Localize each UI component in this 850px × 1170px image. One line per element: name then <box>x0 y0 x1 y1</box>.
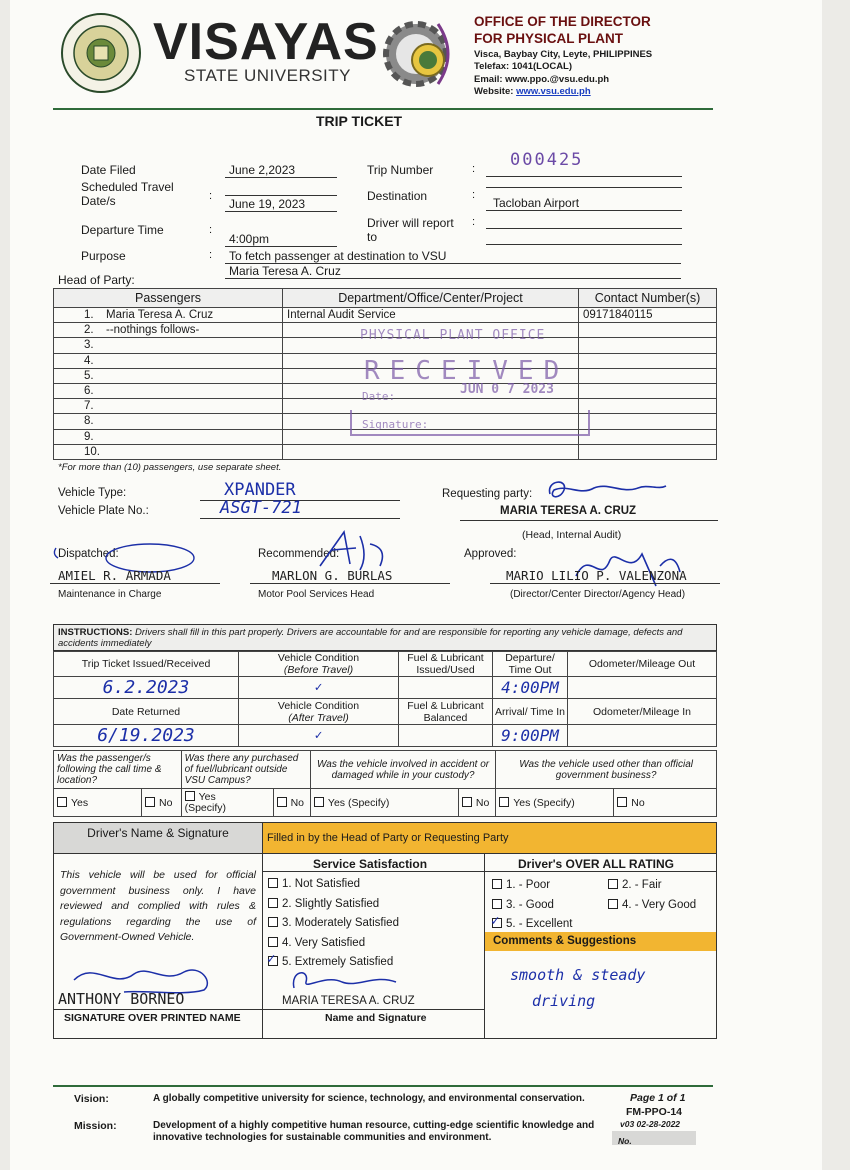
office-address: Visca, Baybay City, Leyte, PHILIPPINES <box>474 49 653 60</box>
service-label: 1. Not Satisfied <box>282 878 360 890</box>
university-subtitle: STATE UNIVERSITY <box>184 66 352 85</box>
passenger-name-cell <box>54 323 283 338</box>
scheduled-colon: : <box>209 190 213 202</box>
head-party-sig-line <box>262 1009 484 1010</box>
odometer-out-label: Odometer/Mileage Out <box>568 652 717 677</box>
q3-no-checkbox[interactable] <box>462 797 472 807</box>
q3-yes[interactable] <box>310 789 458 817</box>
service-checkbox[interactable] <box>268 937 278 947</box>
rating-1[interactable] <box>492 879 550 891</box>
q4-no[interactable] <box>614 789 717 817</box>
head-party-name: MARIA TERESA A. CRUZ <box>282 995 415 1007</box>
passenger-no: 8. <box>84 415 94 428</box>
q2-yes[interactable] <box>181 789 273 817</box>
passenger-contact: 09171840115 <box>579 308 717 323</box>
approved-role: (Director/Center Director/Agency Head) <box>510 589 686 600</box>
passenger-name-cell <box>54 399 283 414</box>
cond-before-sub: (Before Travel) <box>283 664 354 676</box>
trip-number-underline2 <box>486 187 682 188</box>
question-4: Was the vehicle used other than official government business? <box>496 751 717 789</box>
trip-number-label: Trip Number <box>367 163 434 177</box>
fuel-issued-value <box>399 677 493 699</box>
q1-no-label: No <box>159 796 173 809</box>
rating-title: Driver's OVER ALL RATING <box>518 857 674 871</box>
passenger-no: 1. <box>84 309 94 322</box>
q3-no[interactable] <box>458 789 495 817</box>
stamp-date: JUN 0 7 2023 <box>460 382 554 397</box>
departure-time-label: Departure/ Time Out <box>493 652 568 677</box>
q2-yes-checkbox[interactable] <box>185 791 195 801</box>
rating-1-label: 1. - Poor <box>506 879 551 891</box>
passenger-no: 10. <box>84 445 100 458</box>
passenger-no: 7. <box>84 400 94 413</box>
instructions-body: Drivers shall fill in this part properly. Drivers are accountable for and are responsible for reporting any vehicle damage, defects and accidents immediately <box>58 627 683 649</box>
q4-yes[interactable] <box>496 789 614 817</box>
passenger-contact <box>579 444 717 459</box>
service-label: 3. Moderately Satisfied <box>282 917 399 929</box>
approved-underline <box>490 583 720 584</box>
head-party-caption: Name and Signature <box>325 1012 427 1024</box>
departure-label: Departure Time <box>81 223 164 237</box>
service-option[interactable] <box>268 898 478 918</box>
trip-number-colon: : <box>472 163 476 175</box>
passenger-contact <box>579 353 717 368</box>
cond-after-check-cell <box>239 725 399 747</box>
recommended-label: Recommended: <box>258 548 340 560</box>
passenger-contact <box>579 414 717 429</box>
comments-title: Comments & Suggestions <box>485 932 716 951</box>
office-title-line2: FOR PHYSICAL PLANT <box>474 31 624 46</box>
stamp-line2: RECEIVED <box>364 356 570 386</box>
time-in-value: 9:00PM <box>501 726 559 745</box>
instructions-label: INSTRUCTIONS: <box>58 627 133 638</box>
requesting-underline <box>460 520 718 521</box>
driver-header: Driver's Name & Signature <box>54 823 262 853</box>
driver-report-label: Driver will report to <box>367 216 454 244</box>
rating-4[interactable] <box>608 899 696 911</box>
returned-value <box>54 725 239 747</box>
driver-report-underline2 <box>486 244 682 245</box>
cond-after-label: Vehicle Condition <box>277 699 360 712</box>
mission-label: Mission: <box>74 1120 117 1132</box>
passenger-name-cell <box>54 429 283 444</box>
trip-number: 000425 <box>510 150 584 170</box>
issued-label: Trip Ticket Issued/Received <box>54 652 239 677</box>
form-no-box <box>612 1131 696 1145</box>
scheduled-value: June 19, 2023 <box>225 195 337 212</box>
comment-line-1: smooth & steady <box>510 966 646 984</box>
rating-5-check-icon: ✓ <box>491 913 500 929</box>
time-out-cell <box>493 677 568 699</box>
passenger-no: 4. <box>84 354 94 367</box>
service-label: 2. Slightly Satisfied <box>282 897 380 910</box>
question-3: Was the vehicle involved in accident or damaged while in your custody? <box>310 751 495 789</box>
issued-value <box>54 677 239 699</box>
approved-name: MARIO LILIO P. VALENZONA <box>506 568 687 583</box>
service-option[interactable] <box>268 917 478 937</box>
cond-before-cell <box>239 652 399 677</box>
time-in-cell <box>493 725 568 747</box>
cond-after-sub: (After Travel) <box>288 711 349 724</box>
q1-yes-label: Yes <box>71 796 89 809</box>
passenger-name-cell <box>54 353 283 368</box>
vsu-seal <box>60 12 142 94</box>
departure-colon: : <box>209 224 213 236</box>
requesting-signature <box>538 476 668 504</box>
time-out-value: 4:00PM <box>501 678 559 697</box>
purpose-label: Purpose <box>81 249 126 263</box>
q3-no-label: No <box>475 796 490 809</box>
purpose-value: To fetch passenger at destination to VSU <box>225 249 681 264</box>
page-number: Page 1 of 1 <box>630 1092 686 1104</box>
service-checkbox[interactable] <box>267 951 278 967</box>
driver-sig-line <box>53 1009 262 1010</box>
passenger-name-cell <box>54 414 283 429</box>
departure-value: 4:00pm <box>225 232 337 247</box>
passenger-contact <box>579 368 717 383</box>
cond-before-check: ✓ <box>314 680 323 695</box>
trip-log-table <box>53 651 717 747</box>
service-check-icon: ✓ <box>267 951 276 967</box>
q3-yes-checkbox[interactable] <box>314 797 324 807</box>
passenger-no: 5. <box>84 369 94 382</box>
passenger-name-cell <box>54 383 283 398</box>
office-title-line1: OFFICE OF THE DIRECTOR <box>474 14 651 29</box>
header-divider <box>53 108 713 110</box>
recommended-underline <box>250 583 450 584</box>
passengers-header: Passengers <box>54 289 283 308</box>
returned-date: 6/19.2023 <box>97 725 195 746</box>
rating-3[interactable] <box>492 899 554 911</box>
returned-label: Date Returned <box>54 699 239 725</box>
passenger-no: 6. <box>84 385 94 398</box>
head-of-party-label: Head of Party: <box>58 273 135 287</box>
service-option[interactable] <box>268 937 478 957</box>
stamp-border <box>350 410 590 436</box>
rating-2[interactable] <box>608 879 662 891</box>
rating-5[interactable] <box>491 913 573 930</box>
vehicle-plate-value: ASGT-721 <box>200 498 400 519</box>
stamp-sig-label: Signature: <box>362 418 429 431</box>
comment-line-2: driving <box>532 992 596 1010</box>
rating-4-checkbox[interactable] <box>608 899 618 909</box>
date-filed-label: Date Filed <box>81 163 136 177</box>
footer-divider <box>53 1085 713 1087</box>
odometer-in-value <box>568 725 717 747</box>
rating-2-label: 2. - Fair <box>622 879 662 891</box>
vision-label: Vision: <box>74 1093 109 1105</box>
stamp-line1: PHYSICAL PLANT OFFICE <box>360 328 546 343</box>
form-version: v03 02-28-2022 <box>620 1119 681 1129</box>
contact-header: Contact Number(s) <box>579 289 717 308</box>
office-email: Email: www.ppo.@vsu.edu.ph <box>474 74 610 85</box>
office-website <box>474 86 591 97</box>
q4-no-label: No <box>631 796 645 809</box>
rating-1-checkbox[interactable] <box>492 879 502 889</box>
department-header: Department/Office/Center/Project <box>283 289 579 308</box>
odometer-out-value <box>568 677 717 699</box>
passenger-name-cell <box>54 338 283 353</box>
driver-name: ANTHONY BORNEO <box>58 990 185 1008</box>
q3-yes-label: Yes (Specify) <box>327 796 390 809</box>
rating-5-label: 5. - Excellent <box>506 918 573 930</box>
q1-no[interactable] <box>142 789 182 817</box>
approved-label: Approved: <box>464 548 517 560</box>
service-checkbox[interactable] <box>268 917 278 927</box>
question-2: Was there any purchased of fuel/lubricant outside VSU Campus? <box>181 751 310 789</box>
issued-date: 6.2.2023 <box>102 677 190 698</box>
q1-no-checkbox[interactable] <box>145 797 155 807</box>
q4-no-checkbox[interactable] <box>617 797 627 807</box>
dispatched-role: Maintenance in Charge <box>58 589 162 600</box>
service-checkbox[interactable] <box>268 878 278 888</box>
passenger-contact <box>579 383 717 398</box>
instructions-text <box>58 627 716 649</box>
purpose-colon: : <box>209 249 213 261</box>
bottom-header-line <box>53 853 717 854</box>
rating-title-line <box>484 871 717 872</box>
received-stamp <box>350 322 590 440</box>
q2-no[interactable] <box>273 789 310 817</box>
passenger-row <box>54 444 717 459</box>
requesting-party-label: Requesting party: <box>442 488 533 500</box>
q4-yes-label: Yes (Specify) <box>513 796 575 809</box>
passenger-name-cell <box>54 308 283 323</box>
scheduled-label: Scheduled Travel Date/s <box>81 180 174 208</box>
vehicle-plate-label: Vehicle Plate No.: <box>58 505 149 517</box>
passenger-contact <box>579 338 717 353</box>
passenger-name: --nothings follows- <box>106 324 200 337</box>
passenger-name-cell <box>54 444 283 459</box>
cond-before-label: Vehicle Condition <box>277 652 360 664</box>
q1-yes[interactable] <box>54 789 142 817</box>
requesting-name: MARIA TERESA A. CRUZ <box>500 505 637 517</box>
cond-after-check: ✓ <box>314 728 323 743</box>
vehicle-type-label: Vehicle Type: <box>58 487 127 499</box>
passenger-contact <box>579 429 717 444</box>
q1-yes-checkbox[interactable] <box>57 797 67 807</box>
fuel-balanced-label: Fuel & Lubricant Balanced <box>399 699 493 725</box>
university-name: VISAYAS <box>153 13 379 71</box>
dispatched-name: AMIEL R. ARMADA <box>58 568 171 583</box>
passenger-name-cell <box>54 368 283 383</box>
head-of-party-value: Maria Teresa A. Cruz <box>225 264 681 279</box>
passenger-no: 2. <box>84 324 94 337</box>
passenger-name: Maria Teresa A. Cruz <box>106 309 214 322</box>
service-title: Service Satisfaction <box>313 857 428 871</box>
driver-caption: SIGNATURE OVER PRINTED NAME <box>64 1012 241 1024</box>
cond-before-check-cell <box>239 677 399 699</box>
q4-yes-checkbox[interactable] <box>499 797 509 807</box>
passenger-contact <box>579 323 717 338</box>
passenger-row <box>54 308 717 323</box>
fuel-balanced-value <box>399 725 493 747</box>
destination-value: Tacloban Airport <box>486 196 682 211</box>
passenger-dept: Internal Audit Service <box>283 308 579 323</box>
odometer-in-label: Odometer/Mileage In <box>568 699 717 725</box>
requesting-role: (Head, Internal Audit) <box>522 529 622 541</box>
form-no-label: No. <box>618 1136 632 1146</box>
service-title-line <box>262 871 484 872</box>
dispatched-label: Dispatched: <box>58 548 119 560</box>
q2-no-checkbox[interactable] <box>277 797 287 807</box>
rating-3-checkbox[interactable] <box>492 899 502 909</box>
trip-number-value <box>486 150 682 177</box>
destination-label: Destination <box>367 189 428 203</box>
vehicle-type-value: XPANDER <box>200 480 400 501</box>
service-label: 5. Extremely Satisfied <box>282 956 394 968</box>
rating-3-label: 3. - Good <box>506 899 554 911</box>
vision-text: A globally competitive university for science, technology, and environmental conservation. <box>153 1093 585 1104</box>
question-1: Was the passenger/s following the call time & location? <box>54 751 182 789</box>
q2-specify-label: (Specify) <box>184 802 227 814</box>
passenger-contact <box>579 399 717 414</box>
passenger-dept <box>283 444 579 459</box>
website-label: Website: <box>474 86 517 97</box>
driver-report-underline1 <box>486 228 682 229</box>
rating-5-checkbox[interactable] <box>491 913 502 929</box>
q2-yes-label: Yes <box>198 791 216 803</box>
destination-colon: : <box>472 189 476 201</box>
form-title: TRIP TICKET <box>316 113 403 129</box>
passenger-no: 9. <box>84 430 94 443</box>
date-filed-value: June 2,2023 <box>225 163 337 178</box>
q2-no-label: No <box>290 796 305 809</box>
ppo-logo <box>376 14 466 94</box>
head-party-header: Filled in by the Head of Party or Requesting Party <box>263 823 716 853</box>
rating-2-checkbox[interactable] <box>608 879 618 889</box>
service-label: 4. Very Satisfied <box>282 936 366 949</box>
recommended-role: Motor Pool Services Head <box>258 589 375 600</box>
office-telefax: Telefax: 1041(LOCAL) <box>474 61 573 72</box>
driver-statement: This vehicle will be used for official government business only. I have reviewed and complied with rules & regulations regarding the use of Government-Owned Vehicle. <box>60 869 256 943</box>
mission-text: Development of a highly competitive human resource, cutting-edge scientific knowledge and innovative technologies for sustainable communities and environment. <box>153 1120 595 1143</box>
dispatched-underline <box>50 583 220 584</box>
head-party-signature <box>286 964 406 994</box>
passenger-no: 3. <box>84 339 94 352</box>
service-satisfaction-list <box>268 878 478 976</box>
cond-after-cell <box>239 699 399 725</box>
trip-ticket-form <box>10 0 822 1170</box>
stamp-date-label: Date: <box>362 390 396 403</box>
fuel-issued-label: Fuel & Lubricant Issued/Used <box>399 652 493 677</box>
form-number: FM-PPO-14 <box>626 1106 683 1118</box>
website-link[interactable]: www.vsu.edu.ph <box>516 86 591 97</box>
service-option[interactable] <box>268 878 478 898</box>
rating-4-label: 4. - Very Good <box>622 899 697 911</box>
passengers-note: *For more than (10) passengers, use separate sheet. <box>58 462 282 473</box>
recommended-name: MARLON G. BURLAS <box>272 568 393 583</box>
questions-table <box>53 750 717 817</box>
service-checkbox[interactable] <box>268 898 278 908</box>
bottom-divider-1 <box>262 822 263 1039</box>
arrival-time-label: Arrival/ Time In <box>493 699 568 725</box>
driver-report-colon: : <box>472 216 476 228</box>
